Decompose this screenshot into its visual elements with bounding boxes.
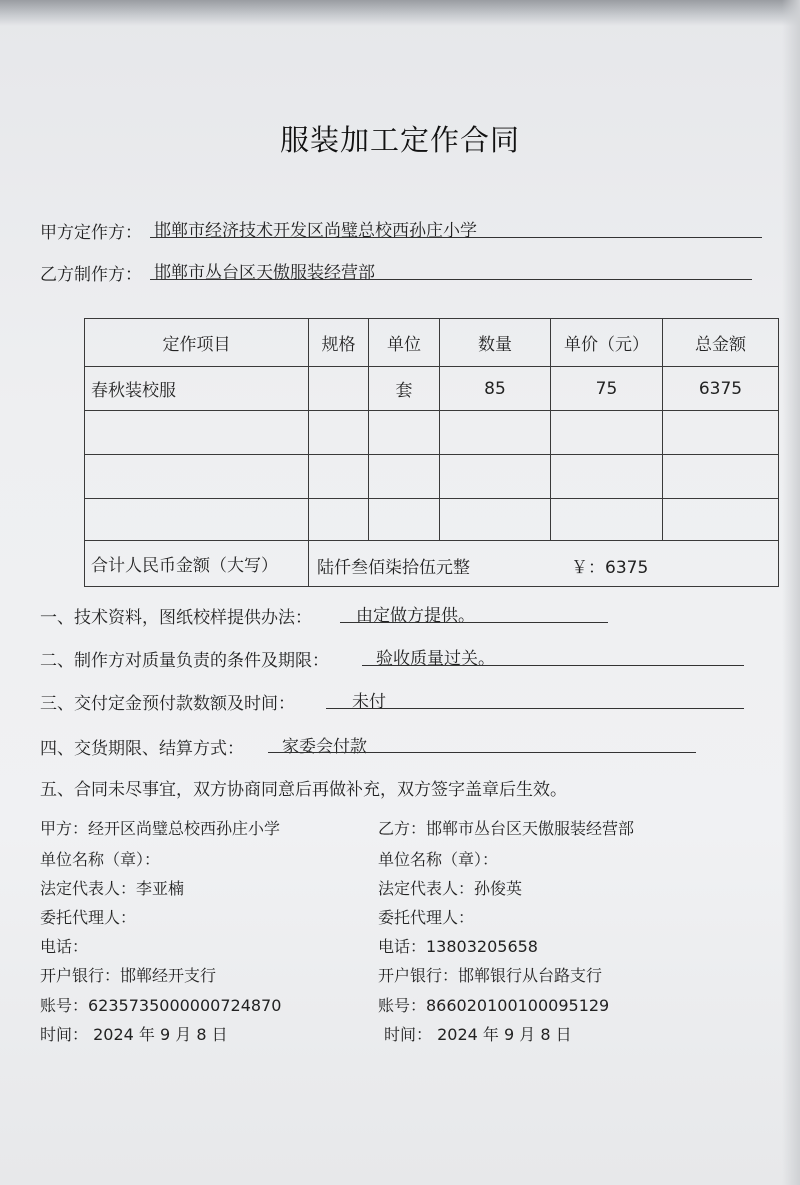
cell-item (85, 455, 309, 499)
cell-item (85, 411, 309, 455)
sig-b-bank: 开户银行：邯郸银行从台路支行 (378, 966, 603, 985)
total-daxie: 陆仟叁佰柒拾伍元整 (317, 558, 470, 578)
sig-b-party: 乙方：邯郸市丛台区天傲服装经营部 (378, 819, 635, 838)
clause-2-value: 验收质量过关。 (376, 649, 495, 669)
sig-b-phone: 电话：13803205658 (378, 937, 538, 956)
cell-spec (309, 455, 369, 499)
header-unit-price: 单价（元） (551, 319, 663, 367)
party-a-underline (150, 237, 762, 238)
sig-b-agent: 委托代理人： (378, 908, 475, 927)
cell-total (663, 499, 779, 541)
items-table (84, 318, 779, 587)
cell-quantity (440, 499, 551, 541)
sig-a-unit: 单位名称（章）： (40, 850, 161, 869)
cell-unit (369, 499, 440, 541)
cell-spec (309, 411, 369, 455)
clause-1-value: 由定做方提供。 (356, 606, 475, 626)
sig-a-bank: 开户银行：邯郸经开支行 (40, 966, 217, 985)
cell-unit-price (551, 455, 663, 499)
cell-quantity (440, 455, 551, 499)
party-b-value: 邯郸市丛台区天傲服装经营部 (154, 263, 375, 283)
clause-3-label: 三、交付定金预付款数额及时间： (40, 694, 295, 714)
clause-2-label: 二、制作方对质量负责的条件及期限： (40, 651, 329, 671)
cell-item (85, 499, 309, 541)
clause-4-label: 四、交货期限、结算方式： (40, 739, 244, 759)
total-value-cell (309, 541, 779, 587)
sig-b-date: 时间： 2024 年 9 月 8 日 (384, 1025, 572, 1044)
total-label: 合计人民币金额（大写） (85, 541, 309, 587)
sig-b-unit: 单位名称（章）： (378, 850, 499, 869)
sig-b-account: 账号：866020100100095129 (378, 996, 610, 1015)
clause-1-label: 一、技术资料，图纸校样提供办法： (40, 608, 312, 628)
cell-unit-price (551, 499, 663, 541)
page-right-shadow (782, 0, 800, 1185)
sig-b-rep: 法定代表人：孙俊英 (378, 879, 523, 898)
document-title: 服装加工定作合同 (279, 123, 520, 157)
cell-unit-price (551, 411, 663, 455)
cell-quantity (440, 411, 551, 455)
sig-a-phone: 电话： (40, 937, 89, 956)
cell-unit-price: 75 (551, 367, 663, 411)
clause-2-underline (362, 665, 744, 666)
clause-3-underline (326, 708, 744, 709)
header-unit: 单位 (369, 319, 440, 367)
header-item: 定作项目 (85, 319, 309, 367)
clause-1-underline (340, 622, 608, 623)
cell-unit: 套 (369, 367, 440, 411)
table-total-row (85, 541, 779, 587)
header-quantity: 数量 (440, 319, 551, 367)
sig-a-date: 时间： 2024 年 9 月 8 日 (40, 1025, 228, 1044)
clause-5-text: 五、合同未尽事宜，双方协商同意后再做补充，双方签字盖章后生效。 (40, 780, 567, 800)
cell-spec (309, 367, 369, 411)
cell-total (663, 455, 779, 499)
party-b-label: 乙方制作方： (40, 265, 142, 285)
table-row (85, 499, 779, 541)
cell-item: 春秋装校服 (85, 367, 309, 411)
cell-unit (369, 411, 440, 455)
sig-a-party: 甲方：经开区尚璧总校西孙庄小学 (40, 819, 281, 838)
party-b-underline (150, 279, 752, 280)
clause-4-value: 家委会付款 (282, 737, 367, 757)
page-top-shadow (0, 0, 800, 26)
cell-total (663, 411, 779, 455)
clause-3-value: 未付 (352, 692, 386, 712)
table-row (85, 367, 779, 411)
party-a-label: 甲方定作方： (40, 223, 142, 243)
table-row (85, 411, 779, 455)
party-a-value: 邯郸市经济技术开发区尚璧总校西孙庄小学 (154, 221, 477, 241)
total-number: ￥：6375 (571, 558, 649, 578)
cell-total: 6375 (663, 367, 779, 411)
table-row (85, 455, 779, 499)
sig-a-agent: 委托代理人： (40, 908, 137, 927)
cell-spec (309, 499, 369, 541)
header-total: 总金额 (663, 319, 779, 367)
sig-a-rep: 法定代表人：李亚楠 (40, 879, 185, 898)
cell-unit (369, 455, 440, 499)
cell-quantity: 85 (440, 367, 551, 411)
header-spec: 规格 (309, 319, 369, 367)
clause-4-underline (268, 752, 696, 753)
sig-a-account: 账号：6235735000000724870 (40, 996, 282, 1015)
table-header-row (85, 319, 779, 367)
